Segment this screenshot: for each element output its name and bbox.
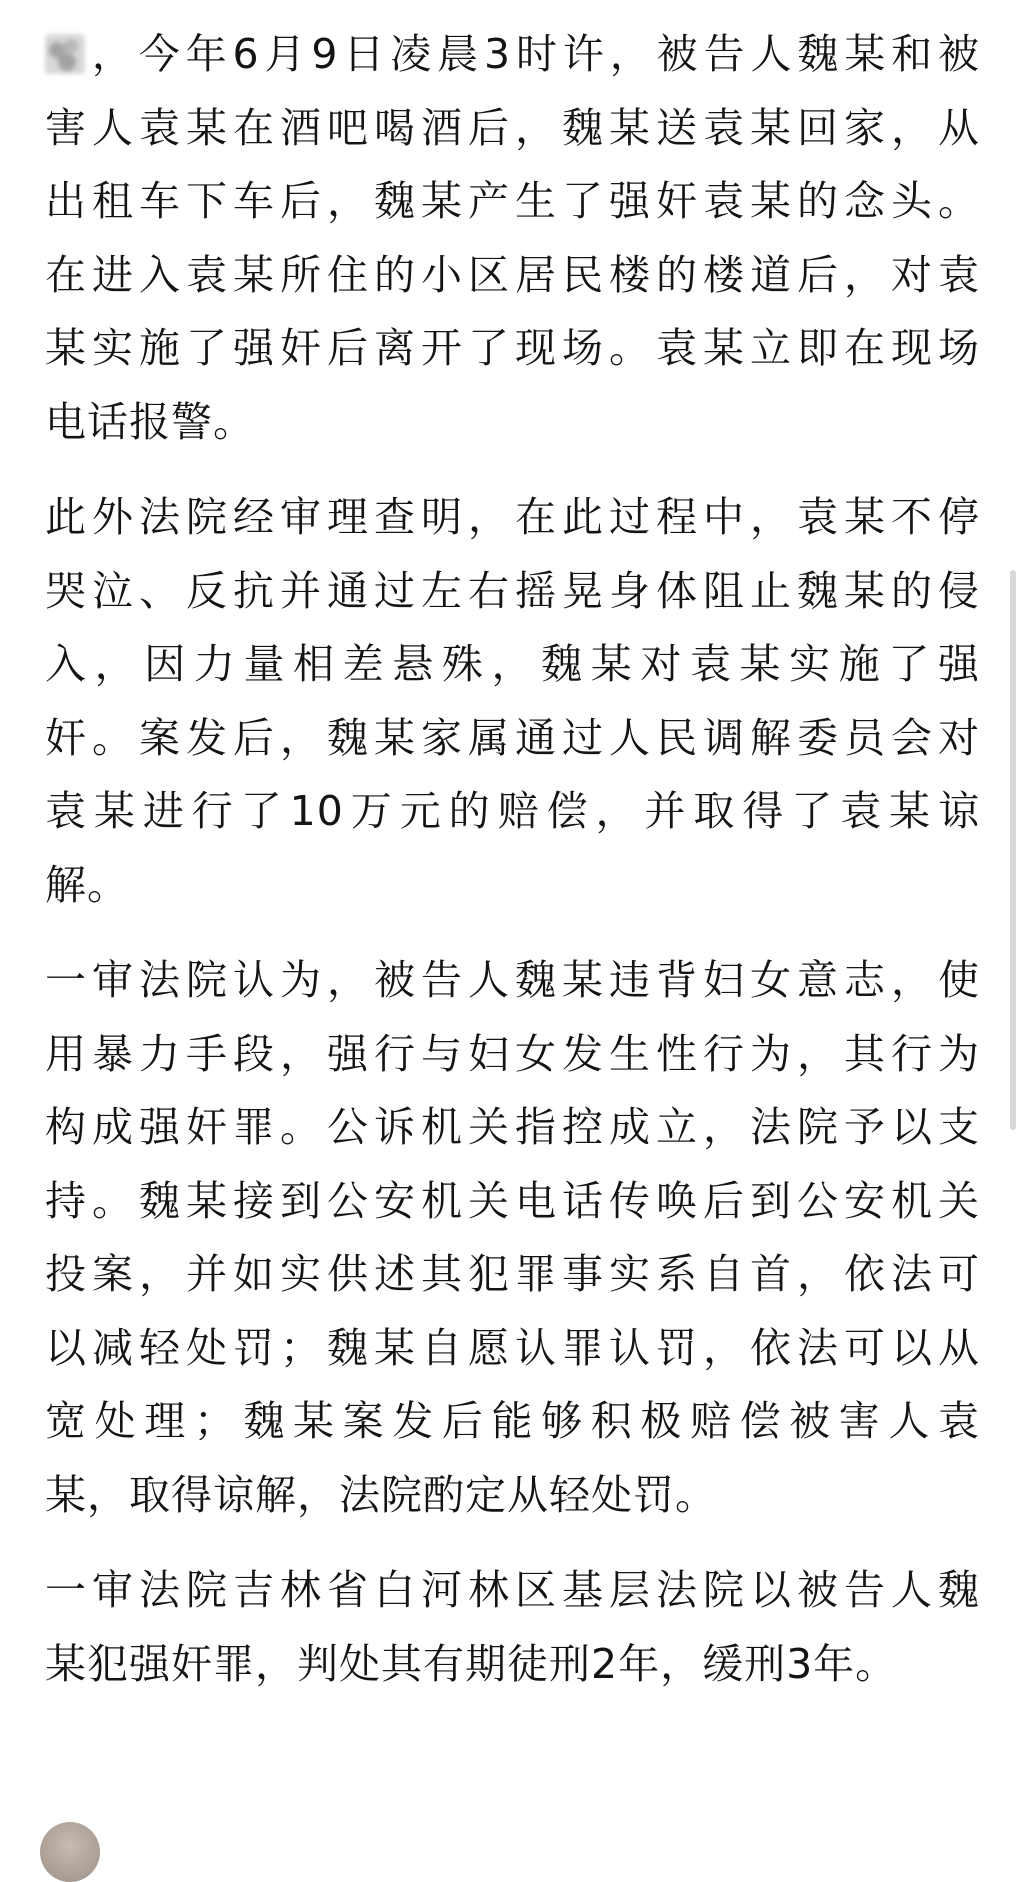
- text-line: 构成强奸罪。公诉机关指控成立，法院予以支: [45, 1103, 980, 1151]
- text-line: 在进入袁某所住的小区居民楼的楼道后，对袁: [45, 250, 980, 299]
- article-body: [45, 18, 980, 1723]
- text-line: 入，因力量相差悬殊，魏某对袁某实施了强: [45, 640, 980, 688]
- paragraph-verdict: [45, 1554, 980, 1701]
- text-line: 某，取得谅解，法院酌定从轻处罚。: [45, 1470, 717, 1519]
- text-line: 某犯强奸罪，判处其有期徒刑2年，缓刑3年。: [45, 1639, 898, 1688]
- scrollbar-thumb[interactable]: [1010, 570, 1016, 1130]
- avatar[interactable]: [40, 1822, 100, 1882]
- text-line: 此外法院经审理查明，在此过程中，袁某不停: [45, 493, 980, 541]
- text-line: 袁某进行了10万元的赔偿，并取得了袁某谅: [45, 787, 980, 835]
- text-line: 持。魏某接到公安机关电话传唤后到公安机关: [45, 1176, 980, 1225]
- text-line: 以减轻处罚；魏某自愿认罪认罚，依法可以从: [45, 1323, 980, 1372]
- text-line: 害人袁某在酒吧喝酒后，魏某送袁某回家，从: [45, 103, 980, 152]
- text-line: 用暴力手段，强行与妇女发生性行为，其行为: [45, 1029, 980, 1078]
- text-line: 投案，并如实供述其犯罪事实系自首，依法可: [45, 1250, 980, 1298]
- text-line: 奸。案发后，魏某家属通过人民调解委员会对: [45, 713, 980, 762]
- text-line: 某实施了强奸后离开了现场。袁某立即在现场: [45, 324, 980, 372]
- text-line: 一审法院吉林省白河林区基层法院以被告人魏: [45, 1566, 980, 1614]
- text-line: 出租车下车后，魏某产生了强奸袁某的念头。: [45, 177, 980, 225]
- paragraph-incident: [45, 18, 980, 459]
- paragraph-court-findings: [45, 481, 980, 922]
- text-line: ，今年6月9日凌晨3时许，被告人魏某和被: [45, 18, 980, 92]
- blurred-character: [45, 34, 85, 74]
- text-line: 一审法院认为，被告人魏某违背妇女意志，使: [45, 956, 980, 1004]
- paragraph-court-opinion: [45, 944, 980, 1532]
- text-line: 电话报警。: [45, 397, 255, 446]
- text-line: 解。: [45, 860, 129, 909]
- text-line: 哭泣、反抗并通过左右摇晃身体阻止魏某的侵: [45, 566, 980, 615]
- text-line: 宽处理；魏某案发后能够积极赔偿被害人袁: [45, 1397, 980, 1445]
